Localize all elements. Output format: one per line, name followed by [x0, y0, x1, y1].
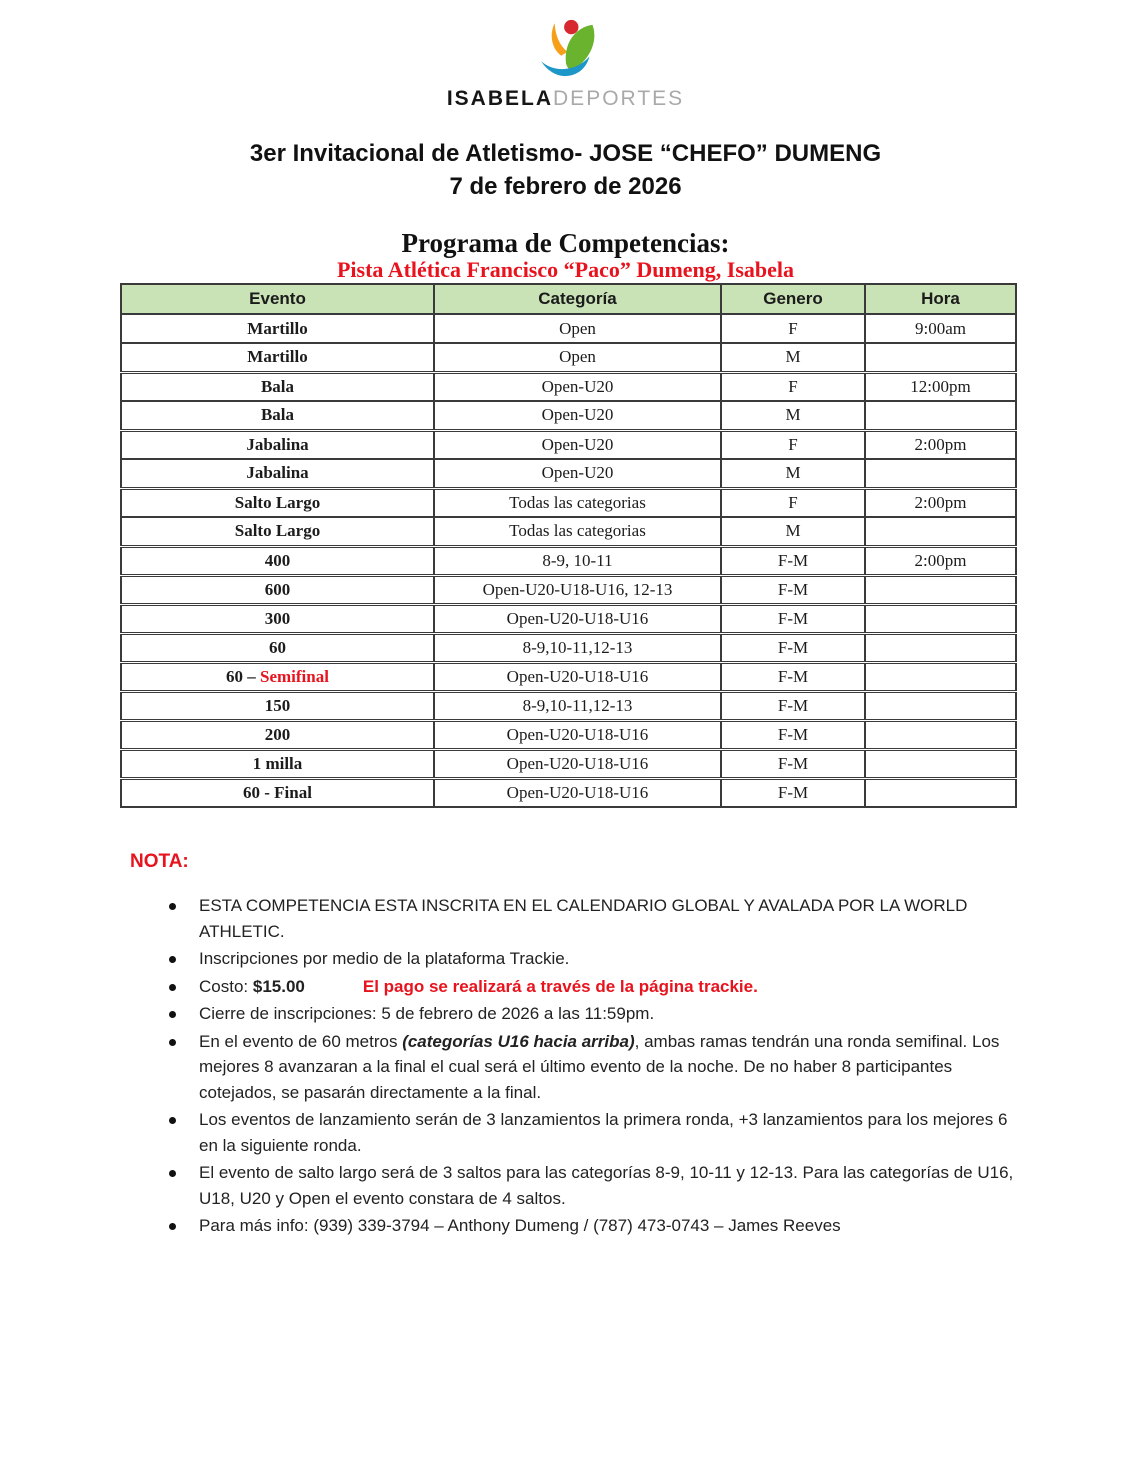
gender-cell: M [721, 459, 865, 488]
gender-cell: F-M [721, 604, 865, 633]
event-cell: Martillo [121, 343, 434, 372]
category-cell: Open-U20-U18-U16, 12-13 [434, 575, 721, 604]
table-row [121, 778, 1016, 807]
category-cell: Open-U20 [434, 372, 721, 401]
event-cell: Martillo [121, 314, 434, 343]
note-segment: El pago se realizará a través de la página trackie. [362, 976, 758, 996]
table-row [121, 691, 1016, 720]
gender-cell: F [721, 488, 865, 517]
category-cell: Open-U20-U18-U16 [434, 720, 721, 749]
column-header-categoria: Categoría [434, 284, 721, 314]
event-cell: Bala [121, 372, 434, 401]
table-row [121, 488, 1016, 517]
category-cell: 8-9, 10-11 [434, 546, 721, 575]
event-cell: 200 [121, 720, 434, 749]
event-cell: 1 milla [121, 749, 434, 778]
category-cell: Open [434, 343, 721, 372]
notes-list [163, 893, 1025, 1241]
time-cell [865, 401, 1016, 430]
gender-cell: F-M [721, 778, 865, 807]
event-highlight-text: Semifinal [260, 666, 329, 686]
gender-cell: F-M [721, 662, 865, 691]
time-cell: 2:00pm [865, 546, 1016, 575]
schedule-table [120, 283, 1017, 808]
category-cell: Open-U20 [434, 459, 721, 488]
note-segment: Los eventos de lanzamiento serán de 3 lanzamientos la primera ronda, +3 lanzamientos para los mejores 6 en la siguiente ronda. [199, 1110, 1008, 1155]
gender-cell: M [721, 343, 865, 372]
time-cell [865, 749, 1016, 778]
event-cell: 60 – Semifinal [121, 662, 434, 691]
time-cell [865, 662, 1016, 691]
note-segment: Inscripciones por medio de la plataforma Trackie. [199, 949, 570, 968]
event-cell: 400 [121, 546, 434, 575]
table-row [121, 430, 1016, 459]
note-bullet [163, 1213, 1025, 1239]
event-cell: 60 - Final [121, 778, 434, 807]
table-row [121, 459, 1016, 488]
time-cell [865, 633, 1016, 662]
table-row [121, 314, 1016, 343]
time-cell [865, 691, 1016, 720]
event-cell: 300 [121, 604, 434, 633]
program-heading: Programa de Competencias: [401, 228, 730, 258]
venue-line: Pista Atlética Francisco “Paco” Dumeng, Isabela [336, 257, 795, 282]
gender-cell: F [721, 314, 865, 343]
time-cell: 2:00pm [865, 488, 1016, 517]
category-cell: Open-U20 [434, 401, 721, 430]
table-row [121, 372, 1016, 401]
note-segment: Cierre de inscripciones: 5 de febrero de 2026 a las 11:59pm. [199, 1004, 655, 1023]
logo [0, 18, 1131, 111]
gender-cell: F-M [721, 633, 865, 662]
column-header-hora: Hora [865, 284, 1016, 314]
category-cell: Todas las categorias [434, 517, 721, 546]
note-bullet [163, 893, 1025, 944]
table-row [121, 720, 1016, 749]
time-cell: 9:00am [865, 314, 1016, 343]
table-row [121, 343, 1016, 372]
event-title-block [0, 137, 1131, 203]
event-cell: Jabalina [121, 459, 434, 488]
gender-cell: M [721, 517, 865, 546]
category-cell: 8-9,10-11,12-13 [434, 691, 721, 720]
category-cell: Open-U20-U18-U16 [434, 604, 721, 633]
table-row [121, 401, 1016, 430]
time-cell: 12:00pm [865, 372, 1016, 401]
table-row [121, 633, 1016, 662]
note-bullet [163, 974, 1025, 1000]
table-row [121, 546, 1016, 575]
time-cell: 2:00pm [865, 430, 1016, 459]
time-cell [865, 720, 1016, 749]
note-segment: (categorías U16 hacia arriba) [402, 1031, 635, 1051]
category-cell: Open-U20 [434, 430, 721, 459]
gender-cell: M [721, 401, 865, 430]
category-cell: Open [434, 314, 721, 343]
table-row [121, 517, 1016, 546]
logo-brand-bold: ISABELA [446, 87, 554, 110]
event-date: 7 de febrero de 2026 [449, 173, 682, 200]
note-segment: ESTA COMPETENCIA ESTA INSCRITA EN EL CALENDARIO GLOBAL Y AVALADA POR LA WORLD ATHLETIC. [199, 896, 968, 941]
event-cell: 60 [121, 633, 434, 662]
gender-cell: F-M [721, 546, 865, 575]
column-header-genero: Genero [721, 284, 865, 314]
time-cell [865, 343, 1016, 372]
time-cell [865, 778, 1016, 807]
note-segment: En el evento de 60 metros [199, 1031, 403, 1051]
gender-cell: F-M [721, 575, 865, 604]
table-row [121, 604, 1016, 633]
event-cell: Bala [121, 401, 434, 430]
note-bullet [163, 1107, 1025, 1158]
column-header-evento: Evento [121, 284, 434, 314]
category-cell: Open-U20-U18-U16 [434, 662, 721, 691]
gender-cell: F-M [721, 691, 865, 720]
gender-cell: F-M [721, 749, 865, 778]
table-row [121, 662, 1016, 691]
note-segment: Para más info: (939) 339-3794 – Anthony Dumeng / (787) 473-0743 – James Reeves [199, 1216, 841, 1235]
note-segment: El evento de salto largo será de 3 saltos para las categorías 8-9, 10-11 y 12-13. Para las categorías de U16, U18, U20 y Open el evento constara de 4 saltos. [199, 1163, 1014, 1208]
note-segment: Costo: [199, 976, 253, 996]
note-bullet [163, 1160, 1025, 1211]
note-segment: , ambas ramas tendrán una ronda semifinal. Los mejores 8 avanzaran a la final el cual será el último evento de la noche. De no haber 8 participantes cotejados, se pasarán directamente a la final. [199, 1031, 1000, 1102]
event-cell: 600 [121, 575, 434, 604]
nota-label: NOTA: [130, 851, 189, 872]
gender-cell: F-M [721, 720, 865, 749]
category-cell: 8-9,10-11,12-13 [434, 633, 721, 662]
isabela-deportes-logo-icon [514, 18, 618, 86]
table-row [121, 749, 1016, 778]
category-cell: Todas las categorias [434, 488, 721, 517]
time-cell [865, 459, 1016, 488]
table-row [121, 575, 1016, 604]
note-bullet [163, 946, 1025, 972]
note-bullet [163, 1001, 1025, 1027]
event-cell: Salto Largo [121, 488, 434, 517]
table-header-row [121, 284, 1016, 314]
note-segment: $15.00 [252, 976, 305, 996]
schedule-table-body [121, 314, 1016, 807]
event-cell: Salto Largo [121, 517, 434, 546]
time-cell [865, 604, 1016, 633]
event-cell: 150 [121, 691, 434, 720]
gender-cell: F [721, 372, 865, 401]
time-cell [865, 575, 1016, 604]
note-bullet [163, 1029, 1025, 1106]
logo-brand-light: DEPORTES [553, 87, 685, 110]
time-cell [865, 517, 1016, 546]
gender-cell: F [721, 430, 865, 459]
category-cell: Open-U20-U18-U16 [434, 778, 721, 807]
event-cell: Jabalina [121, 430, 434, 459]
logo-wordmark [0, 87, 1131, 111]
category-cell: Open-U20-U18-U16 [434, 749, 721, 778]
event-title: 3er Invitacional de Atletismo- JOSE “CHEFO” DUMENG [249, 140, 882, 167]
